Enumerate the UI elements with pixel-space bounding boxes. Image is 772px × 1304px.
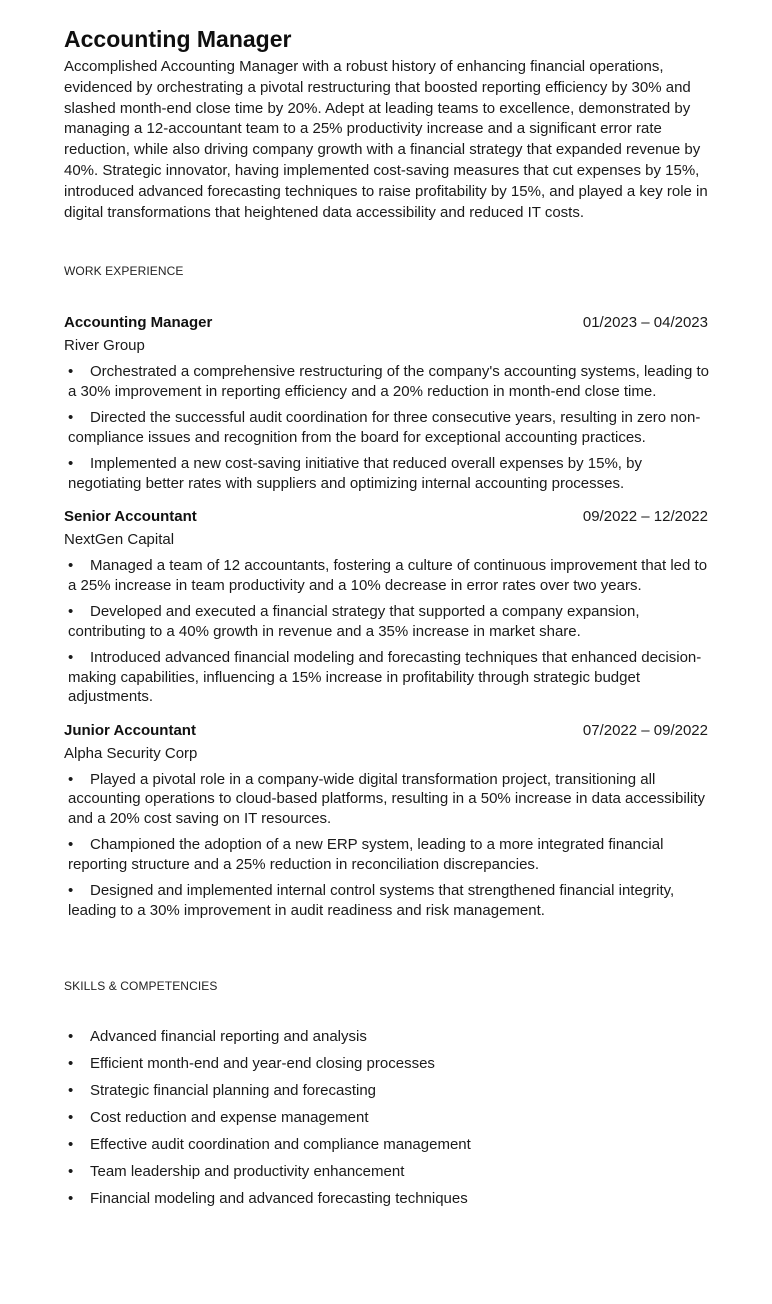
- resume-page: [64, 22, 710, 1216]
- list-item: • Orchestrated a comprehensive restructuring of the company's accounting systems, leading to a 30% improvement in reporting efficiency and a 20% reduction in month-end close time.: [68, 363, 710, 400]
- list-item: • Directed the successful audit coordination for three consecutive years, resulting in zero non-compliance issues and recognition from the board for exceptional accounting practices.: [68, 409, 701, 446]
- job-header: [64, 507, 710, 527]
- list-item: • Introduced advanced financial modeling and forecasting techniques that enhanced decision-making capabilities, influencing a 15% increase in profitability through strategic budget adjustments.: [68, 649, 702, 706]
- resume-name: Accounting Manager: [64, 26, 292, 52]
- job-title: Junior Accountant: [64, 721, 196, 739]
- bullet-icon: •: [68, 1109, 74, 1127]
- job-dates: 09/2022 – 12/2022: [582, 508, 708, 526]
- job-dates: 07/2022 – 09/2022: [582, 721, 708, 739]
- list-item: • Team leadership and productivity enhancement: [68, 1163, 405, 1181]
- bullet-icon: •: [68, 1028, 74, 1046]
- list-item: • Strategic financial planning and forecasting: [68, 1082, 377, 1100]
- list-item: • Financial modeling and advanced forecasting techniques: [68, 1190, 468, 1208]
- list-item: • Championed the adoption of a new ERP system, leading to a more integrated financial reporting structure and a 25% reduction in reconciliation discrepancies.: [68, 836, 664, 873]
- job-header: [64, 721, 710, 741]
- job-bullets: [64, 362, 710, 493]
- job-entry: [64, 721, 710, 921]
- list-item: • Managed a team of 12 accountants, fostering a culture of continuous improvement that led to a 25% increase in team productivity and a 10% decrease in error rates over two years.: [68, 557, 708, 594]
- job-header: [64, 313, 710, 333]
- job-bullets: [64, 770, 710, 921]
- job-title: Accounting Manager: [64, 314, 213, 332]
- bullet-icon: •: [68, 1163, 74, 1181]
- bullet-icon: •: [68, 409, 74, 427]
- bullet-icon: •: [68, 363, 74, 381]
- list-item: • Cost reduction and expense management: [68, 1109, 369, 1127]
- resume-summary: Accomplished Accounting Manager with a robust history of enhancing financial operations, evidenced by orchestrating a pivotal restructuring that boosted reporting efficiency by 30% and slashed month-end close time by 20%. Adept at leading teams to excellence, demonstrated by managing a 12-accountant team to a 25% productivity increase and a significant error rate reduction, while also driving company growth with a financial strategy that expanded revenue by 40%. Strategic innovator, having implemented cost-saving measures that cut expenses by 15%, introduced advanced forecasting techniques to raise profitability by 15%, and played a key role in digital transformations that heightened data accessibility and reduced IT costs.: [64, 58, 708, 221]
- bullet-icon: •: [68, 557, 74, 575]
- section-title-work-experience: WORK EXPERIENCE: [64, 264, 184, 279]
- skills-list: [64, 1027, 710, 1209]
- bullet-icon: •: [68, 1082, 74, 1100]
- bullet-icon: •: [68, 455, 74, 473]
- bullet-icon: •: [68, 770, 74, 788]
- section-title-skills: SKILLS & COMPETENCIES: [64, 979, 218, 994]
- bullet-icon: •: [68, 882, 74, 900]
- list-item: • Advanced financial reporting and analysis: [68, 1028, 367, 1046]
- job-title: Senior Accountant: [64, 508, 197, 526]
- job-entry: [64, 313, 710, 493]
- bullet-icon: •: [68, 836, 74, 854]
- bullet-icon: •: [68, 1190, 74, 1208]
- list-item: • Effective audit coordination and compliance management: [68, 1136, 471, 1154]
- job-company: River Group: [64, 337, 145, 355]
- bullet-icon: •: [68, 1055, 74, 1073]
- list-item: • Implemented a new cost-saving initiative that reduced overall expenses by 15%, by negotiating better rates with suppliers and optimizing internal accounting processes.: [68, 455, 642, 492]
- job-entry: [64, 507, 710, 707]
- job-bullets: [64, 556, 710, 707]
- job-company: Alpha Security Corp: [64, 744, 198, 762]
- list-item: • Efficient month-end and year-end closing processes: [68, 1055, 435, 1073]
- bullet-icon: •: [68, 649, 74, 667]
- list-item: • Played a pivotal role in a company-wide digital transformation project, transitioning all accounting operations to cloud-based platforms, resulting in a 50% increase in data accessibility and a 20% cost saving on IT resources.: [68, 770, 706, 827]
- bullet-icon: •: [68, 1136, 74, 1154]
- job-dates: 01/2023 – 04/2023: [582, 314, 708, 332]
- list-item: • Developed and executed a financial strategy that supported a company expansion, contributing to a 40% growth in revenue and a 35% increase in market share.: [68, 603, 640, 640]
- bullet-icon: •: [68, 603, 74, 621]
- job-company: NextGen Capital: [64, 531, 175, 549]
- list-item: • Designed and implemented internal control systems that strengthened financial integrity, leading to a 30% improvement in audit readiness and risk management.: [68, 882, 675, 919]
